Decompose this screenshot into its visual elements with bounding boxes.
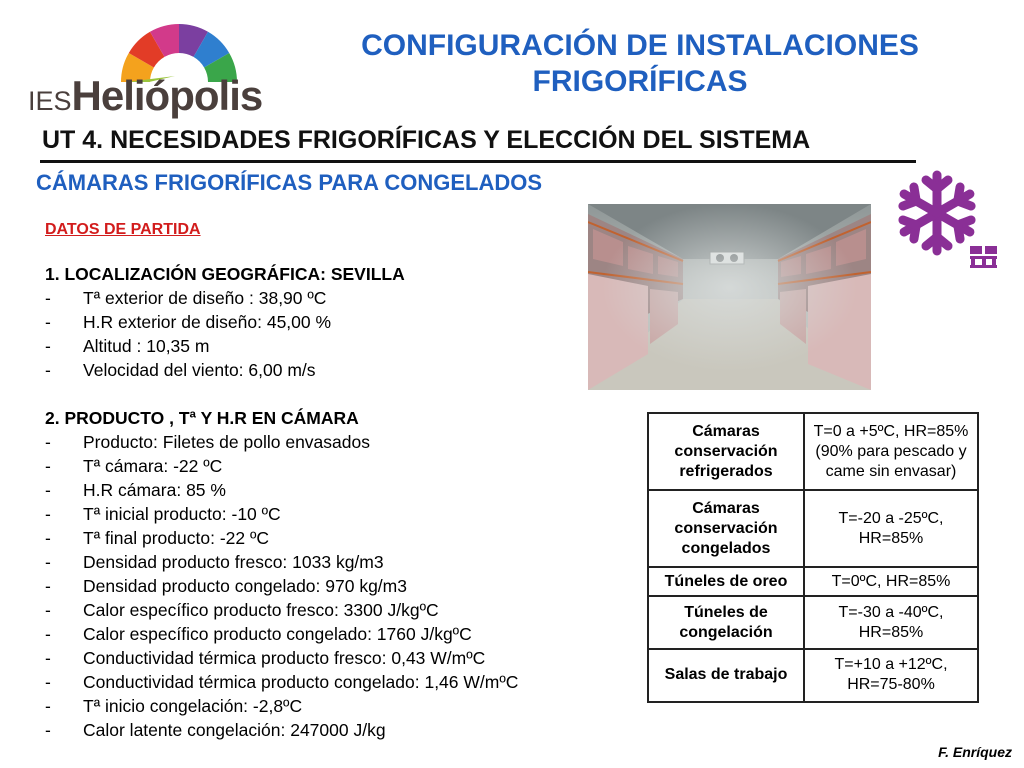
table-cell-type: Cámaras conservación refrigerados [648, 413, 804, 490]
list-item: - H.R cámara: 85 % [45, 480, 226, 500]
table-row [648, 567, 978, 596]
table-cell-type: Cámaras conservación congelados [648, 490, 804, 567]
list-item: - Densidad producto congelado: 970 kg/m3 [45, 576, 407, 596]
table-cell-type: Túneles de congelación [648, 596, 804, 649]
unit-title-underline [40, 160, 916, 163]
unit-title: UT 4. NECESIDADES FRIGORÍFICAS Y ELECCIÓN DEL SISTEMA [42, 126, 811, 154]
list-item: - Tª final producto: -22 ºC [45, 528, 270, 548]
author-credit: F. Enríquez [938, 744, 1012, 760]
list-item: - Conductividad térmica producto fresco: 0,43 W/mºC [45, 648, 486, 668]
table-cell-conditions: T=0ºC, HR=85% [804, 567, 978, 596]
page-title-line1: CONFIGURACIÓN DE INSTALACIONES [361, 29, 919, 62]
table-cell-type: Túneles de oreo [648, 567, 804, 596]
table-cell-conditions: T=+10 a +12ºC, HR=75-80% [804, 649, 978, 702]
pallet-icon [968, 246, 1000, 270]
list-item: - Velocidad del viento: 6,00 m/s [45, 360, 316, 380]
section-location-list [45, 286, 405, 382]
cold-storage-photo [588, 204, 871, 390]
list-item: - Tª exterior de diseño : 38,90 ºC [45, 288, 327, 308]
list-item: - Tª cámara: -22 ºC [45, 456, 223, 476]
table-cell-conditions: T=0 a +5ºC, HR=85% (90% para pescado y came sin envasar) [804, 413, 978, 490]
list-item: - Altitud : 10,35 m [45, 336, 210, 356]
datos-de-partida-label: DATOS DE PARTIDA [45, 221, 201, 238]
list-item: - Calor específico producto fresco: 3300 J/kgºC [45, 600, 439, 620]
conditions-table [647, 412, 979, 703]
section-product-list [45, 430, 518, 742]
ies-heliopolis-logo [22, 14, 263, 119]
logo-prefix: IES [28, 86, 72, 116]
list-item: - Conductividad térmica producto congelado: 1,46 W/mºC [45, 672, 519, 692]
page-title-line2: FRIGORÍFICAS [532, 65, 748, 98]
list-item: - Producto: Filetes de pollo envasados [45, 432, 370, 452]
table-cell-conditions: T=-20 a -25ºC, HR=85% [804, 490, 978, 567]
table-cell-type: Salas de trabajo [648, 649, 804, 702]
table-row [648, 413, 978, 490]
section-location [45, 262, 405, 382]
list-item: - Densidad producto fresco: 1033 kg/m3 [45, 552, 384, 572]
table-row [648, 490, 978, 567]
list-item: - Calor latente congelación: 247000 J/kg [45, 720, 386, 740]
list-item: - Tª inicial producto: -10 ºC [45, 504, 281, 524]
table-row [648, 596, 978, 649]
section-product [45, 406, 518, 742]
table-row [648, 649, 978, 702]
section-product-heading: 2. PRODUCTO , Tª Y H.R EN CÁMARA [45, 408, 359, 428]
logo-name: Heliópolis [71, 72, 263, 119]
snowflake-icon [892, 168, 982, 258]
section-subtitle: CÁMARAS FRIGORÍFICAS PARA CONGELADOS [36, 170, 542, 195]
table-cell-conditions: T=-30 a -40ºC, HR=85% [804, 596, 978, 649]
list-item: - H.R exterior de diseño: 45,00 % [45, 312, 332, 332]
section-location-heading: 1. LOCALIZACIÓN GEOGRÁFICA: SEVILLA [45, 264, 405, 284]
page-title [290, 28, 990, 100]
list-item: - Tª inicio congelación: -2,8ºC [45, 696, 303, 716]
list-item: - Calor específico producto congelado: 1760 J/kgºC [45, 624, 472, 644]
